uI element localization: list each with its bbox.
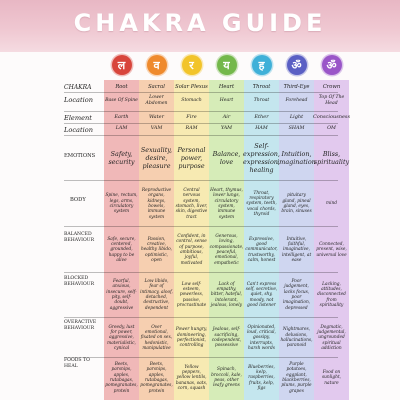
cell-element: Earth [114,113,129,120]
cell-emotions: Balance, love [212,150,241,166]
throat-chakra-icon: ह [252,55,272,75]
row-divider [64,272,338,273]
cell-mantra: HAM [255,126,268,131]
cell-balanced: Confident, in control, sense of purpose, ambitious, joyful, motivated [176,233,207,266]
cell-element: Water [148,113,165,120]
cell-emotions: Personal power, purpose [177,146,206,170]
cell-name: Heart [218,83,235,90]
cell-body: Reproductive organs, kidneys, bowels, immune system [141,187,172,220]
cell-element: Consciousness [312,113,351,120]
cell-body: pituitary gland, pineal gland, eyes, brain, sinuses [281,193,312,215]
cell-mantra: LAM [115,126,128,131]
row-label-body: BODY [70,197,86,203]
crown-chakra-icon: ॐ [322,55,342,75]
cell-blocked: Lacking, attitudes, disconnected from spirituality [317,281,346,309]
header-banner [0,0,400,52]
cell-overactive: Opinionated, loud, critical, gossipy, interrupts, harsh words [247,324,276,352]
cell-balanced: Generous, loving, compassionate, peaceful, emotional, empathetic [209,233,244,266]
third-eye-chakra-icon: ॐ [287,55,307,75]
cell-emotions: Sexuality, desire, pleasure [140,146,173,170]
row-divider [64,226,338,227]
cell-blocked: Low self-esteem, powerless, passive, procrastinate [176,281,207,309]
cell-mantra: RAM [185,126,198,131]
cell-location: Base Of Spine [105,98,138,104]
cell-foods: Beets, parsnips, apples, rutabagas, pomegranates, protein [105,361,138,394]
cell-balanced: Connected, present, wise, universal love [316,241,347,258]
solar-plexus-chakra-icon: र [182,55,202,75]
cell-mantra: YAM [220,126,233,131]
row-label-foods: FOODS TO HEAL [64,358,90,369]
cell-foods: Yellow peppers, yellow lentils, bananas, oats, corn, squash [175,364,208,392]
cell-balanced: Intuitive, faithful, imaginative, intelligent, at ease [281,236,312,264]
cell-foods: Blueberries, kelp, raspberries, fruits, kelp, figs [248,364,275,392]
cell-balanced: Expressive, good communicator, trustworthy, calm, honest [245,236,278,264]
row-divider [64,180,338,181]
cell-location: Throat [253,98,270,104]
cell-name: Third-Eye [283,83,310,90]
cell-balanced: Safe, secure, centered, grounded, happy to be alive [107,236,136,264]
cell-element: Ether [254,113,269,120]
row-divider [64,357,338,358]
cell-location: Heart [219,98,234,104]
cell-element: Air [222,113,231,120]
cell-body: Spine, rectum, legs, arms, circulatory system [105,193,138,215]
cell-name: Throat [252,83,271,90]
cell-location: Top Of The Head [318,95,345,106]
cell-blocked: Lack of empathy, bitter, hateful, intolerant, jealous, lonely [210,281,243,309]
cell-location: Lower Abdomen [145,95,168,106]
cell-location: Stomach [181,98,202,104]
cell-overactive: Dogmatic, judgemental, ungrounded spiritual addiction [317,324,346,352]
row-label-location-2: Location [64,126,93,134]
page-title: CHAKRA GUIDE [73,9,327,37]
cell-body: mind [326,201,337,207]
cell-emotions: Safety, security [108,150,135,166]
cell-name: Crown [322,83,341,90]
cell-mantra: OM [327,126,336,131]
cell-name: Root [115,83,128,90]
cell-blocked: Fearful, anxious, insecure, self-pity, self-doubt, aggressive [106,278,137,311]
row-label-balanced: BALANCED BEHAVIOUR [64,232,95,243]
cell-location: Forehead [285,98,308,104]
row-label-location: Location [64,96,93,104]
row-divider [64,111,338,112]
row-divider [64,135,338,136]
cell-foods: Purple potatoes, eggplant, blackberries, plums, purple grapes [281,361,312,394]
cell-name: Solar Plexus [175,83,208,90]
cell-foods: Beets, parsnips, apples, rutabagas, pomegranates, protein [140,361,173,394]
row-label-chakra: CHAKRA [64,84,92,91]
cell-overactive: Nightmares, delusions, hallucinations, paranoid [280,327,313,349]
cell-blocked: Can't express self, secretive, quiet, shy, moody, not good listener [245,281,278,309]
row-divider [64,123,338,124]
row-label-element: Element [64,114,92,122]
row-label-overactive: OVERACTIVE BEHAVIOUR [64,320,97,331]
cell-blocked: Poor judgement, lacks focus, poor imagination, depressed [282,278,311,311]
cell-blocked: Low libido, fear of intimacy, aloof, detached, destructive, dependent [140,278,173,311]
cell-name: Sacral [148,83,165,90]
cell-overactive: Over emotional, fixated on sex, hedonistic, manipulative [140,324,173,352]
cell-mantra: VAM [150,126,163,131]
cell-mantra: SHAM [288,126,305,131]
cell-emotions: Intuition, imagination [277,150,316,166]
cell-element: Light [289,113,304,120]
cell-body: Throat, respiratory system, teeth, vocal chords, thyroid [246,190,277,218]
cell-body: Heart, thymus, lower lungs, circulatory system, immune system [210,187,243,220]
row-label-blocked: BLOCKED BEHAVIOUR [64,276,95,287]
cell-overactive: Jealous, self-sacrificing, codependent, possessive [211,327,242,349]
cell-foods: Spinach, broccoli, kale, peas, other leafy greens [211,367,242,389]
cell-balanced: Passion, creative, healthy libido, optimistic, open [140,236,173,264]
cell-overactive: Greedy, lust for power, aggressive, materialistic, cynical [107,324,136,352]
heart-chakra-icon: य [217,55,237,75]
cell-body: Central nervous system, stomach, liver, skin, digestive tract [175,187,208,220]
root-chakra-icon: ल [112,55,132,75]
cell-emotions: Bliss, spirituality [313,150,350,166]
row-divider [64,317,338,318]
cell-foods: Food on sunlight, nature [321,369,342,386]
row-label-emotions: EMOTIONS [64,153,96,159]
cell-element: Fire [186,113,197,120]
cell-emotions: Self-expression, expression, healing [243,142,280,174]
sacral-chakra-icon: व [147,55,167,75]
row-divider [64,92,338,93]
cell-overactive: Power hungry, domineering, perfectionist, controlling [175,327,208,349]
